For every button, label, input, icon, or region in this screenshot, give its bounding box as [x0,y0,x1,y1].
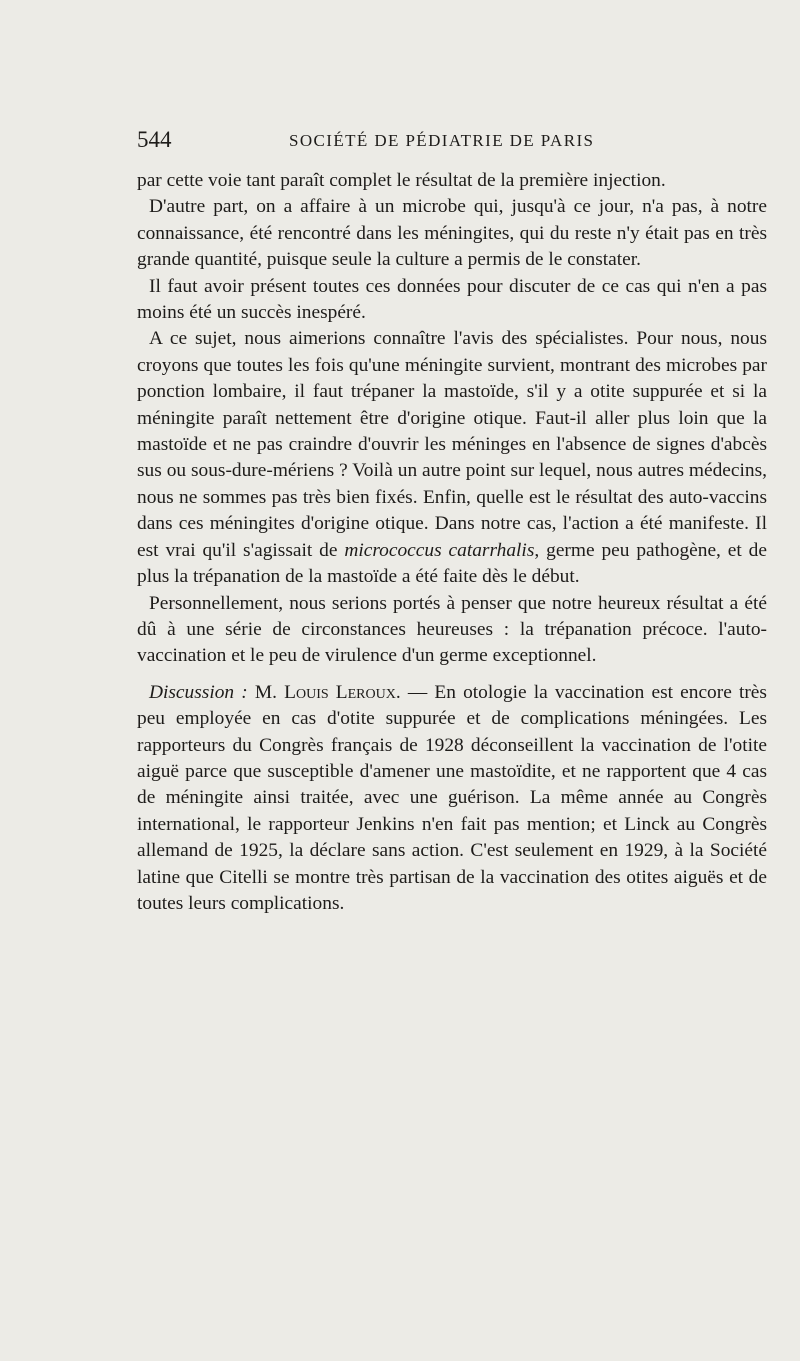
discussion-text: . — En otologie la vaccination est encore très peu employée en cas d'otite suppurée et de complications méningées. Les rapporteurs du Congrès français de 1928 déconseillent la vaccination de l'otite aiguë parce que susceptible d'amener une mastoïdite, et ne rapportent que 4 cas de méningite ainsi traitée, avec une guérison. La même année au Congrès international, le rapporteur Jenkins n'en fait pas mention; et Linck au Congrès allemand de 1925, la déclare sans action. C'est seulement en 1929, à la Société latine que Citelli se montre très partisan de la vaccination des otites aiguës et de toutes leurs complications. [137,681,767,914]
page-number: 544 [137,127,172,152]
speaker-name: Louis Leroux [284,681,396,703]
paragraph-continuation: par cette voie tant paraît complet le résultat de la première injection. [137,170,666,191]
body-text [137,168,767,917]
species-name: micrococcus catarrhalis [344,539,535,561]
paragraph-discussion [137,680,767,918]
running-title: SOCIÉTÉ DE PÉDIATRIE DE PARIS [289,131,595,150]
paragraph-specialists-text: A ce sujet, nous aimerions connaître l'avis des spécialistes. Pour nous, nous croyons que toutes les fois qu'une méningite survient, montrant des microbes par ponction lombaire, il faut trépaner la mastoïde, s'il y a otite suppurée et si la méningite paraît nettement être d'origine otique. Faut-il aller plus loin que la mastoïde et ne pas craindre d'ouvrir les méninges en l'absence de signes d'abcès sus ou sous-dure-mériens ? Voilà un autre point sur lequel, nous autres médecins, nous ne sommes pas très bien fixés. Enfin, quelle est le résultat des auto-vaccins dans ces méningites d'origine otique. Dans notre cas, l'action a été manifeste. Il est vrai qu'il s'agissait de [137,328,767,561]
paragraph-specialists [137,326,767,590]
discussion-label: Discussion : [149,681,248,703]
paragraph-unexpected-success: Il faut avoir présent toutes ces données pour discuter de ce cas qui n'en a pas moins été un succès inespéré. [137,275,767,324]
paragraph-microbe: D'autre part, on a affaire à un microbe qui, jusqu'à ce jour, n'a pas, à notre connaissance, été rencontré dans les méningites, qui du reste n'y était pas en très grande quantité, puisque seule la culture a permis de le constater. [137,196,767,271]
paragraph-specialists-end: , germe peu pathogène, et de plus la trépanation de la mastoïde a été faite dès le début. [137,539,767,588]
page-header [137,127,767,157]
speaker-prefix: M. [254,681,277,703]
paragraph-personal-opinion: Personnellement, nous serions portés à penser que notre heureux résultat a été dû à une série de circonstances heureuses : la trépanation précoce. l'auto-vaccination et le peu de virulence d'un germe exceptionnel. [137,592,767,667]
